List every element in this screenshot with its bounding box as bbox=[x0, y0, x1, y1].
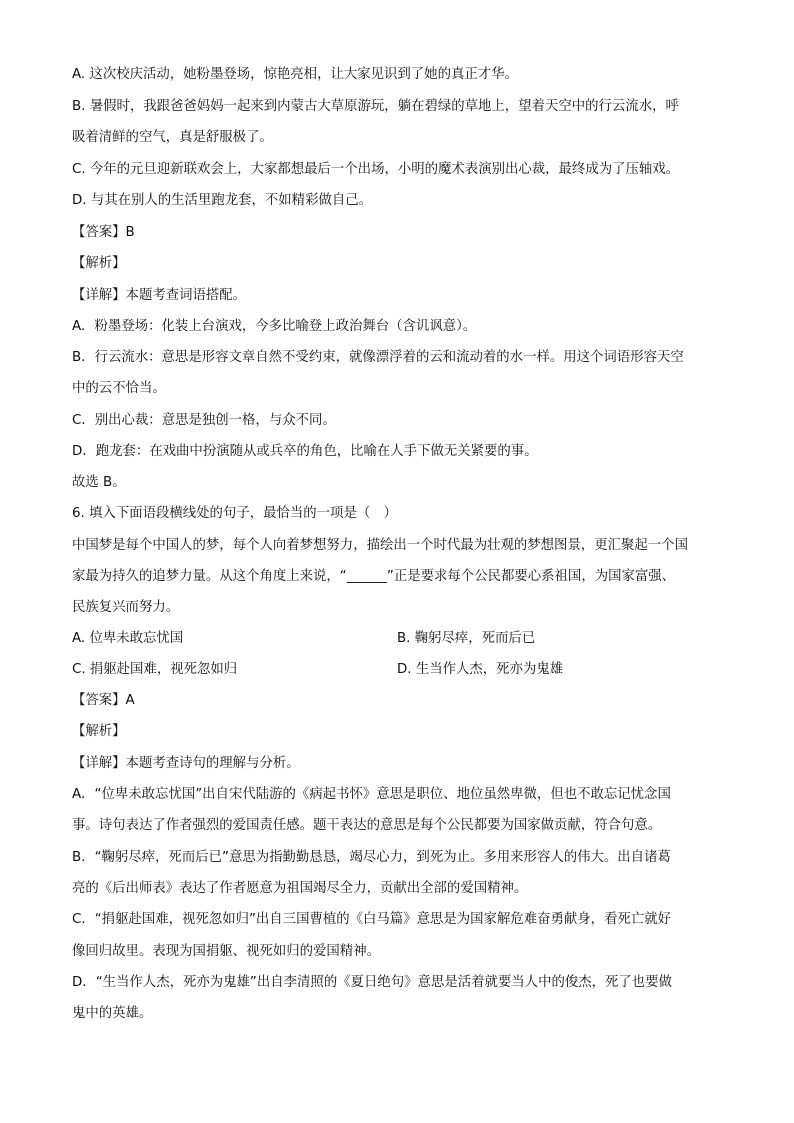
q6-option-d: D. 生当作人杰，死亦为鬼雄 bbox=[397, 662, 564, 677]
q6-detail-a-cont: 事。诗句表达了作者强烈的爱国责任感。题干表达的意思是每个公民都要为国家做贡献，符合句意。 bbox=[72, 818, 662, 833]
q5-answer: 【答案】B bbox=[72, 225, 135, 240]
q5-option-a: A. 这次校庆活动，她粉墨登场，惊艳亮相，让大家见识到了她的真正才华。 bbox=[72, 67, 518, 82]
q6-passage-3: 民族复兴而努力。 bbox=[72, 600, 180, 615]
q6-detail-b: B．“鞠躬尽瘁，死而后已”意思为指勤勤恳恳，竭尽心力，到死为止。多用来形容人的伟大。出自诸葛 bbox=[72, 850, 671, 865]
q6-detail-a: A．“位卑未敢忘忧国”出自宋代陆游的《病起书怀》意思是职位、地位虽然卑微，但也不敢忘记忧念国 bbox=[72, 787, 671, 802]
q6-stem: 6. 填入下面语段横线处的句子，最恰当的一项是（ ） bbox=[72, 506, 398, 521]
q6-option-a: A. 位卑未敢忘忧国 bbox=[72, 631, 184, 646]
q6-passage-1: 中国梦是每个中国人的梦，每个人向着梦想努力，描绘出一个时代最为壮观的梦想图景，更汇聚起一个国 bbox=[72, 538, 688, 553]
q6-passage-2: 家最为持久的追梦力量。从这个角度上来说，“______”正是要求每个公民都要心系祖国，为国家富强、 bbox=[72, 569, 676, 584]
q6-detail-b-cont: 亮的《后出师表》表达了作者愿意为祖国竭尽全力，贡献出全部的爱国精神。 bbox=[72, 881, 528, 896]
q5-option-c: C. 今年的元旦迎新联欢会上，大家都想最后一个出场，小明的魔术表演别出心裁，最终成为了压轴戏。 bbox=[72, 162, 680, 177]
q5-analysis-heading: 【解析】 bbox=[72, 256, 126, 271]
q6-detail-d: D．“生当作人杰，死亦为鬼雄”出自李清照的《夏日绝句》意思是活着就要当人中的俊杰，死了也要做 bbox=[72, 975, 672, 990]
q6-analysis-heading: 【解析】 bbox=[72, 724, 126, 739]
q6-option-b: B. 鞠躬尽瘁，死而后已 bbox=[397, 631, 536, 646]
q5-detail-d: D．跑龙套：在戏曲中扮演随从或兵卒的角色，比喻在人手下做无关紧要的事。 bbox=[72, 444, 538, 459]
q6-detail-c: C．“捐躯赴国难，视死忽如归”出自三国曹植的《白马篇》意思是为国家解危难奋勇献身，看死亡就好 bbox=[72, 912, 672, 927]
q6-detail-c-cont: 像回归故里。表现为国捐躯、视死如归的爱国精神。 bbox=[72, 944, 380, 959]
q6-answer: 【答案】A bbox=[72, 693, 135, 708]
q5-detail-intro: 【详解】本题考查词语搭配。 bbox=[72, 288, 247, 303]
q5-detail-b: B．行云流水：意思是形容文章自然不受约束，就像漂浮着的云和流动着的水一样。用这个词语形容天空 bbox=[72, 350, 684, 365]
q6-detail-d-cont: 鬼中的英雄。 bbox=[72, 1006, 153, 1021]
q5-option-b: B. 暑假时，我跟爸爸妈妈一起来到内蒙古大草原游玩，躺在碧绿的草地上，望着天空中的行云流水，呼 bbox=[72, 99, 679, 114]
q5-conclusion: 故选 B。 bbox=[72, 475, 126, 490]
q5-option-b-cont: 吸着清鲜的空气，真是舒服极了。 bbox=[72, 130, 273, 145]
q6-option-c: C. 捐躯赴国难，视死忽如归 bbox=[72, 662, 238, 677]
q5-option-d: D. 与其在别人的生活里跑龙套，不如精彩做自己。 bbox=[72, 193, 373, 208]
q5-detail-a: A．粉墨登场：化装上台演戏，今多比喻登上政治舞台（含讥讽意）。 bbox=[72, 319, 477, 334]
q5-detail-c: C．别出心裁：意思是独创一格，与众不同。 bbox=[72, 413, 336, 428]
q5-detail-b-cont: 中的云不恰当。 bbox=[72, 381, 166, 396]
q6-detail-intro: 【详解】本题考查诗句的理解与分析。 bbox=[72, 756, 300, 771]
